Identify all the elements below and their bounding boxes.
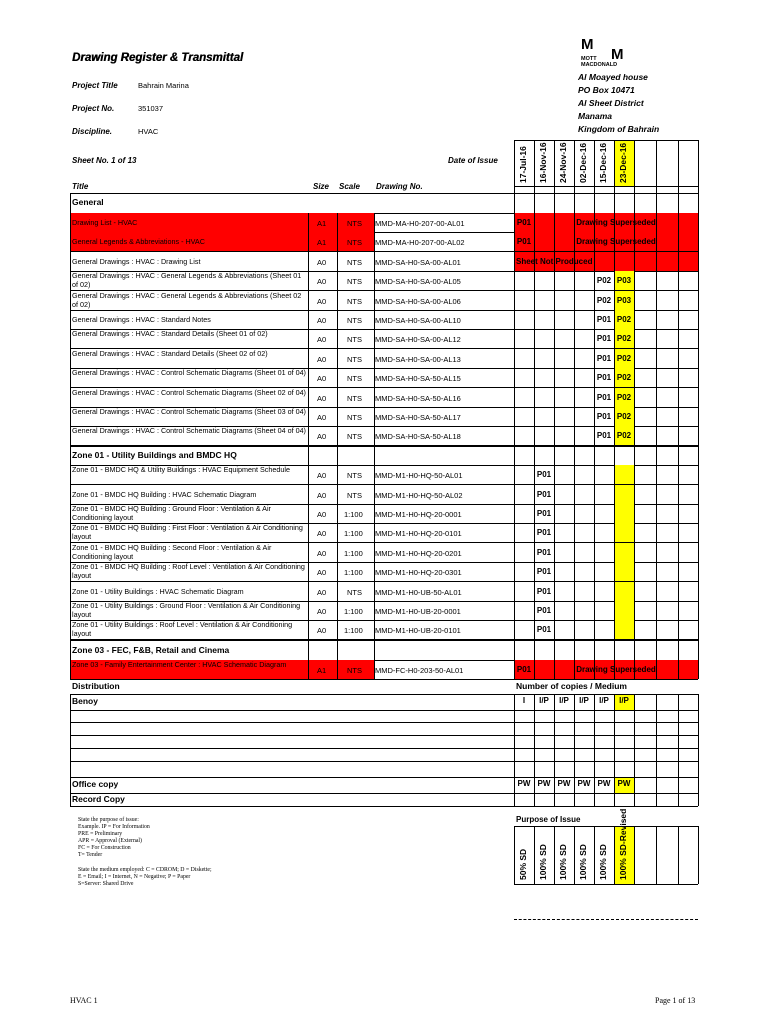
drawing-size: A0 [317, 491, 327, 500]
logo-letter-right: M [611, 46, 624, 63]
purpose-rule [514, 826, 698, 827]
row-rule [70, 639, 698, 640]
logo-letter-left: M [581, 36, 594, 53]
table-row [70, 291, 698, 310]
office-media: PW [577, 779, 591, 788]
drawing-title: General Drawings : HVAC : Control Schematic Diagrams (Sheet 01 of 04) [72, 368, 306, 377]
revision-code: P01 [536, 509, 552, 518]
drawing-scale: 1:100 [344, 510, 363, 519]
distribution-rule [70, 761, 698, 762]
table-row [70, 368, 698, 387]
office-media: PW [557, 779, 571, 788]
revision-col-rule [594, 140, 595, 679]
revision-code: P02 [616, 354, 632, 363]
scale-col-rule [337, 213, 338, 679]
revision-code: P03 [616, 296, 632, 305]
drawing-title: General Drawings : HVAC : Drawing List [72, 257, 201, 266]
address-line: Kingdom of Bahrain [578, 124, 660, 134]
signature-dash [514, 919, 550, 920]
office-media: PW [617, 779, 631, 788]
row-status-note: Sheet Not Produced [516, 257, 593, 266]
issue-date: 15-Dec-16 [598, 142, 608, 183]
revision-code: P01 [536, 548, 552, 557]
discipline-label: Discipline. [72, 127, 113, 136]
copies-medium-label: Number of copies / Medium [516, 681, 627, 691]
revision-code: P02 [616, 412, 632, 421]
section-zone03: Zone 03 - FEC, F&B, Retail and Cinema [72, 645, 230, 655]
table-row [70, 329, 698, 348]
address-line: Al Moayed house [578, 72, 648, 82]
date-of-issue-label: Date of Issue [448, 156, 498, 165]
drawing-scale: NTS [347, 588, 362, 597]
revision-col-rule [634, 140, 635, 679]
drawing-title: General Drawings : HVAC : Control Schematic Diagrams (Sheet 04 of 04) [72, 426, 306, 435]
purpose-col-rule [594, 826, 595, 884]
revision-code: P01 [596, 393, 612, 402]
distribution-rule [70, 806, 698, 807]
distribution-rule [70, 793, 698, 794]
revision-col-rule [656, 140, 657, 679]
note-line: E = Email; I = Internet, N = Negative; P = Paper [78, 874, 191, 880]
latest-rev-highlight [614, 620, 634, 639]
drawing-size: A0 [317, 607, 327, 616]
section-zone01: Zone 01 - Utility Buildings and BMDC HQ [72, 450, 237, 460]
logo-text-line2: MACDONALD [581, 62, 618, 68]
drawing-scale: NTS [347, 413, 362, 422]
benoy-media: I/P [579, 696, 589, 705]
table-row [70, 213, 698, 232]
revision-code: P01 [536, 567, 552, 576]
revision-col-rule [574, 140, 575, 679]
drawing-size: A0 [317, 335, 327, 344]
date-header-rule [514, 186, 698, 187]
revision-code: P01 [596, 315, 612, 324]
purpose-col-rule [614, 826, 615, 884]
latest-rev-highlight [614, 485, 634, 504]
office-media: PW [517, 779, 531, 788]
revision-code: P01 [536, 625, 552, 634]
distribution-col-rule [614, 694, 615, 806]
signature-dash [646, 919, 698, 920]
revision-code: P01 [596, 373, 612, 382]
drawing-number: MMD-SA-H0-SA-00-AL01 [375, 258, 461, 267]
drawing-number: MMD-M1-H0-HQ-20-0201 [375, 549, 462, 558]
revision-code: P01 [536, 606, 552, 615]
note-line: PRE = Preliminary [78, 831, 123, 837]
drawing-size: A0 [317, 471, 327, 480]
table-row [70, 465, 698, 484]
table-row [70, 620, 698, 639]
drawing-title: General Drawings : HVAC : Standard Details (Sheet 02 of 02) [72, 349, 268, 358]
table-row [70, 543, 698, 562]
document-title: Drawing Register & Transmittal [72, 52, 244, 64]
table-border-left [70, 193, 71, 679]
drawing-number: MMD-SA-H0-SA-00-AL13 [375, 355, 461, 364]
revision-code: P01 [596, 334, 612, 343]
issue-date: 23-Dec-16 [618, 142, 628, 183]
issue-date: 16-Nov-16 [538, 142, 548, 183]
purpose-value: 100% SD [578, 844, 588, 880]
latest-rev-highlight [614, 465, 634, 484]
revision-code: P02 [616, 334, 632, 343]
signature-dash [552, 919, 594, 920]
table-row [70, 388, 698, 407]
drawing-title: Zone 01 - BMDC HQ Building : Second Floor : Ventilation & Air Conditioning layout [72, 543, 272, 561]
drawing-size: A1 [317, 238, 327, 247]
purpose-value: 50% SD [518, 848, 528, 880]
drawing-title: Zone 03 - Family Entertainment Center : HVAC Schematic Diagram [72, 660, 287, 669]
distribution-rule [70, 710, 698, 711]
dwg-col-rule [374, 213, 375, 679]
office-copy-label: Office copy [72, 779, 119, 789]
distribution-col-rule [534, 694, 535, 806]
table-row [70, 349, 698, 368]
revision-code: P01 [596, 431, 612, 440]
table-row [70, 523, 698, 542]
drawing-size: A0 [317, 297, 327, 306]
drawing-size: A0 [317, 316, 327, 325]
revision-code: P03 [616, 276, 632, 285]
drawing-size: A0 [317, 277, 327, 286]
table-row [70, 582, 698, 601]
col-title-header: Title [72, 182, 89, 191]
drawing-number: MMD-M1-H0-HQ-20-0301 [375, 568, 462, 577]
drawing-scale: NTS [347, 335, 362, 344]
table-row [70, 660, 698, 679]
note-line: FC = For Construction [78, 845, 131, 851]
issue-date: 02-Dec-16 [578, 142, 588, 183]
distribution-rule [70, 777, 698, 778]
purpose-value: 100% SD [598, 844, 608, 880]
drawing-title: General Drawings : HVAC : General Legends & Abbreviations (Sheet 01 of 02) [72, 271, 302, 289]
project-no-value: 351037 [138, 104, 164, 113]
purpose-col-rule [514, 826, 515, 884]
row-rule [70, 445, 698, 446]
table-row [70, 426, 698, 445]
office-media: PW [597, 779, 611, 788]
drawing-number: MMD-M1-H0-HQ-20-0101 [375, 529, 462, 538]
note-line: S=Server: Shared Drive [78, 881, 134, 887]
issue-date: 17-Jul-16 [518, 146, 528, 183]
drawing-scale: NTS [347, 374, 362, 383]
drawing-size: A0 [317, 355, 327, 364]
benoy-media: I/P [559, 696, 569, 705]
drawing-scale: 1:100 [344, 549, 363, 558]
drawing-size: A0 [317, 549, 327, 558]
table-row [70, 310, 698, 329]
drawing-size: A0 [317, 529, 327, 538]
drawing-number: MMD-M1-H0-UB-20-0001 [375, 607, 461, 616]
table-row [70, 252, 698, 271]
benoy-media: I/P [599, 696, 609, 705]
drawing-title: Zone 01 - BMDC HQ Building : Roof Level : Ventilation & Air Conditioning layout [72, 562, 305, 580]
distribution-rule [70, 722, 698, 723]
purpose-of-issue-label: Purpose of Issue [516, 815, 581, 824]
footer-left: HVAC 1 [70, 996, 98, 1005]
drawing-scale: NTS [347, 355, 362, 364]
drawing-size: A1 [317, 219, 327, 228]
drawing-size: A0 [317, 413, 327, 422]
purpose-value: 100% SD [558, 844, 568, 880]
drawing-number: MMD-SA-H0-SA-00-AL12 [375, 335, 461, 344]
address-line: PO Box 10471 [578, 85, 635, 95]
distribution-col-rule [656, 694, 657, 806]
drawing-number: MMD-M1-H0-HQ-50-AL01 [375, 471, 463, 480]
drawing-size: A0 [317, 432, 327, 441]
drawing-number: MMD-SA-H0-SA-50-AL17 [375, 413, 461, 422]
address-line: Al Sheet District [578, 98, 644, 108]
record-copy-label: Record Copy [72, 794, 125, 804]
note-line: State the medium employed: C = CDROM; D = Diskette; [78, 867, 212, 873]
drawing-title: Zone 01 - BMDC HQ Building : Ground Floor : Ventilation & Air Conditioning layout [72, 504, 271, 522]
drawing-number: MMD-M1-H0-HQ-50-AL02 [375, 491, 463, 500]
address-line: Manama [578, 111, 613, 121]
revision-code: P02 [616, 373, 632, 382]
revision-code: P01 [536, 490, 552, 499]
purpose-rule [514, 884, 698, 885]
company-logo [578, 36, 638, 68]
size-col-rule [308, 213, 309, 679]
drawing-title: General Drawings : HVAC : General Legends & Abbreviations (Sheet 02 of 02) [72, 291, 302, 309]
drawing-title: Zone 01 - BMDC HQ Building : First Floor : Ventilation & Air Conditioning layout [72, 523, 303, 541]
revision-col-rule [534, 140, 535, 679]
purpose-col-rule [634, 826, 635, 884]
col-size-header: Size [313, 182, 330, 191]
drawing-title: General Drawings : HVAC : Standard Details (Sheet 01 of 02) [72, 329, 268, 338]
revision-code: P02 [616, 315, 632, 324]
drawing-number: MMD-MA-H0-207-00-AL01 [375, 219, 465, 228]
purpose-col-rule [656, 826, 657, 884]
drawing-number: MMD-MA-H0-207-00-AL02 [375, 238, 465, 247]
drawing-number: MMD-FC-H0-203-50-AL01 [375, 666, 464, 675]
project-no-label: Project No. [72, 104, 115, 113]
drawing-scale: NTS [347, 666, 362, 675]
signature-dash [596, 919, 644, 920]
drawing-number: MMD-M1-H0-UB-50-AL01 [375, 588, 462, 597]
note-line: T= Tender [78, 852, 103, 858]
drawing-size: A0 [317, 568, 327, 577]
latest-rev-highlight [614, 504, 634, 523]
revision-code: P02 [616, 393, 632, 402]
drawing-title: Zone 01 - BMDC HQ Building : HVAC Schematic Diagram [72, 490, 257, 499]
drawing-title: General Legends & Abbreviations - HVAC [72, 237, 205, 246]
revision-code: P01 [536, 587, 552, 596]
drawing-scale: NTS [347, 316, 362, 325]
revision-code: P01 [596, 354, 612, 363]
table-row [70, 485, 698, 504]
distribution-col-rule [698, 694, 699, 806]
distribution-col-rule [678, 694, 679, 806]
latest-rev-highlight [614, 582, 634, 601]
drawing-number: MMD-SA-H0-SA-50-AL15 [375, 374, 461, 383]
drawing-number: MMD-SA-H0-SA-50-AL16 [375, 394, 461, 403]
drawing-number: MMD-M1-H0-HQ-20-0001 [375, 510, 462, 519]
distribution-col-rule [574, 694, 575, 806]
drawing-scale: NTS [347, 297, 362, 306]
drawing-number: MMD-SA-H0-SA-00-AL06 [375, 297, 461, 306]
purpose-col-rule [698, 826, 699, 884]
purpose-col-rule [574, 826, 575, 884]
drawing-scale: 1:100 [344, 529, 363, 538]
drawing-scale: NTS [347, 277, 362, 286]
revision-code: P02 [596, 296, 612, 305]
row-status-note: Drawing Superseded [576, 237, 656, 246]
benoy-media: I/P [619, 696, 629, 705]
drawing-title: General Drawings : HVAC : Control Schematic Diagrams (Sheet 03 of 04) [72, 407, 306, 416]
drawing-title: Zone 01 - Utility Buildings : Roof Level : Ventilation & Air Conditioning layout [72, 620, 293, 638]
drawing-title: Zone 01 - BMDC HQ & Utility Buildings : HVAC Equipment Schedule [72, 465, 290, 474]
drawing-scale: NTS [347, 219, 362, 228]
purpose-value: 100% SD-Revised [618, 808, 628, 880]
drawing-size: A0 [317, 588, 327, 597]
table-row [70, 504, 698, 523]
benoy-media: I [522, 696, 526, 705]
drawing-scale: NTS [347, 238, 362, 247]
table-row [70, 562, 698, 581]
project-title-label: Project Title [72, 81, 118, 90]
drawing-scale: NTS [347, 432, 362, 441]
drawing-scale: NTS [347, 394, 362, 403]
drawing-size: A1 [317, 666, 327, 675]
latest-rev-highlight [614, 523, 634, 542]
revision-code: P01 [536, 528, 552, 537]
table-row [70, 601, 698, 620]
col-scale-header: Scale [339, 182, 360, 191]
drawing-title: General Drawings : HVAC : Control Schematic Diagrams (Sheet 02 of 04) [72, 388, 306, 397]
footer-page-number: Page 1 of 13 [655, 996, 696, 1005]
note-line: Example. IP = For Information [78, 824, 150, 830]
drawing-scale: NTS [347, 258, 362, 267]
benoy-label: Benoy [72, 696, 98, 706]
note-line: State the purpose of issue: [78, 817, 139, 823]
revision-col-rule [698, 140, 699, 679]
purpose-col-rule [534, 826, 535, 884]
revision-code: P02 [616, 431, 632, 440]
distribution-rule [70, 735, 698, 736]
row-status-note: Drawing Superseded [576, 218, 656, 227]
note-line: APR = Approval (External) [78, 838, 142, 844]
distribution-label: Distribution [72, 681, 120, 691]
distribution-col-rule [514, 694, 515, 806]
table-row [70, 271, 698, 290]
office-media: PW [537, 779, 551, 788]
drawing-title: Drawing List - HVAC [72, 218, 138, 227]
revision-code: P01 [516, 665, 532, 674]
table-row [70, 407, 698, 426]
drawing-number: MMD-SA-H0-SA-00-AL05 [375, 277, 461, 286]
drawing-size: A0 [317, 510, 327, 519]
drawing-scale: 1:100 [344, 568, 363, 577]
row-status-note: Drawing Superseded [576, 665, 656, 674]
section-general: General [72, 197, 104, 207]
drawing-title: Zone 01 - Utility Buildings : HVAC Schematic Diagram [72, 587, 244, 596]
distribution-col-rule [554, 694, 555, 806]
table-rule [70, 193, 698, 194]
drawing-size: A0 [317, 626, 327, 635]
latest-rev-highlight [614, 562, 634, 581]
drawing-number: MMD-SA-H0-SA-00-AL10 [375, 316, 461, 325]
latest-rev-highlight [614, 543, 634, 562]
revision-code: P01 [516, 237, 532, 246]
revision-code: P02 [596, 276, 612, 285]
drawing-size: A0 [317, 394, 327, 403]
distribution-col-rule [594, 694, 595, 806]
latest-rev-highlight [614, 601, 634, 620]
drawing-number: MMD-SA-H0-SA-50-AL18 [375, 432, 461, 441]
drawing-scale: 1:100 [344, 626, 363, 635]
purpose-value: 100% SD [538, 844, 548, 880]
drawing-size: A0 [317, 258, 327, 267]
issue-date: 24-Nov-16 [558, 142, 568, 183]
distribution-border-left [70, 694, 71, 806]
drawing-scale: 1:100 [344, 607, 363, 616]
revision-code: P01 [536, 470, 552, 479]
purpose-col-rule [554, 826, 555, 884]
drawing-scale: NTS [347, 471, 362, 480]
distribution-col-rule [634, 694, 635, 806]
project-title-value: Bahrain Marina [138, 81, 189, 90]
distribution-rule [70, 748, 698, 749]
sheet-number: Sheet No. 1 of 13 [72, 156, 137, 165]
revision-col-rule [614, 140, 615, 679]
drawing-title: Zone 01 - Utility Buildings : Ground Floor : Ventilation & Air Conditioning layout [72, 601, 301, 619]
revision-col-rule [554, 140, 555, 679]
drawing-number: MMD-M1-H0-UB-20-0101 [375, 626, 461, 635]
table-row [70, 232, 698, 251]
benoy-media: I/P [539, 696, 549, 705]
logo-text-line1: MOTT [581, 56, 597, 62]
purpose-col-rule [678, 826, 679, 884]
revision-col-rule [514, 140, 515, 679]
revision-code: P01 [596, 412, 612, 421]
revision-col-rule [678, 140, 679, 679]
drawing-size: A0 [317, 374, 327, 383]
drawing-title: General Drawings : HVAC : Standard Notes [72, 315, 211, 324]
col-drawing-no-header: Drawing No. [376, 182, 423, 191]
drawing-scale: NTS [347, 491, 362, 500]
discipline-value: HVAC [138, 127, 159, 136]
distribution-rule [70, 694, 698, 695]
revision-code: P01 [516, 218, 532, 227]
